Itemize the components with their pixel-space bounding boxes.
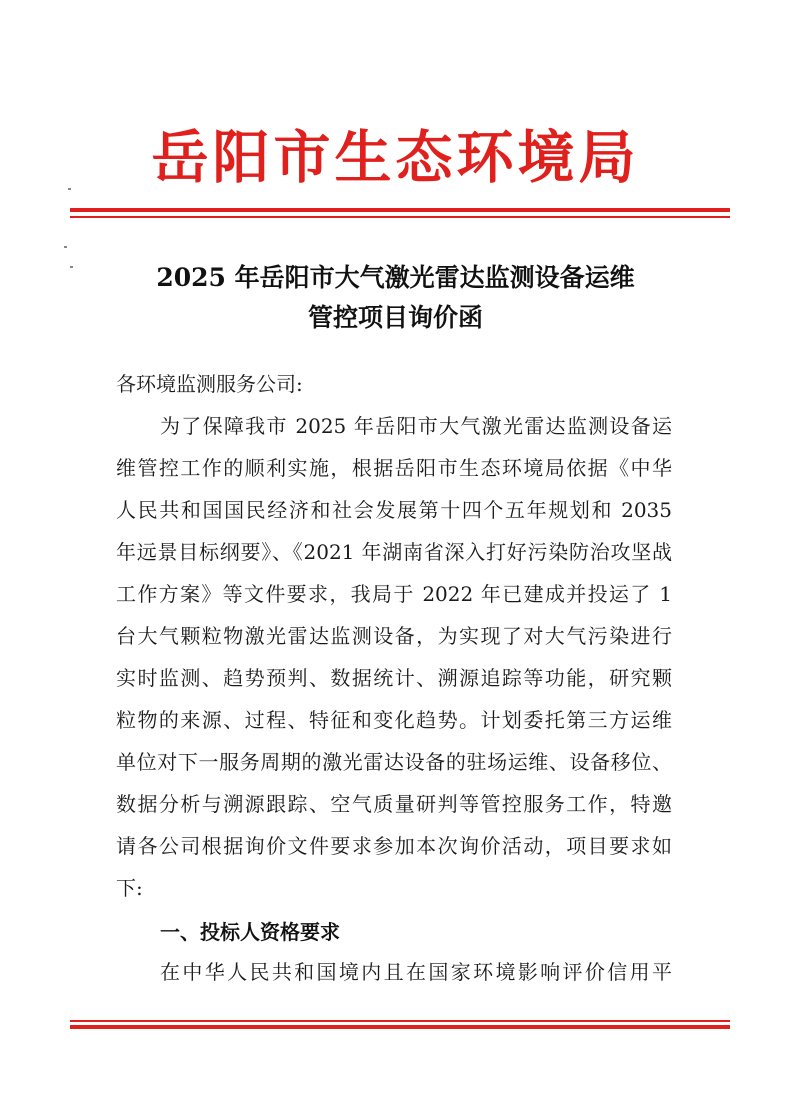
body-line: 实时监测、趋势预判、数据统计、溯源追踪等功能，研究颗 — [116, 666, 672, 690]
body-line: 维管控工作的顺利实施，根据岳阳市生态环境局依据《中华 — [116, 456, 672, 480]
salutation: 各环境监测服务公司: — [116, 372, 303, 396]
body-line: 数据分析与溯源跟踪、空气质量研判等管控服务工作，特邀 — [116, 792, 672, 816]
body-line: 为了保障我市 2025 年岳阳市大气激光雷达监测设备运 — [160, 414, 672, 438]
scan-speck — [64, 246, 67, 248]
letterhead-rule-thin — [70, 216, 730, 218]
document-title-line-2: 管控项目询价函 — [307, 303, 483, 332]
footer-rule-thin — [70, 1020, 730, 1022]
body-line: 请各公司根据询价文件要求参加本次询价活动，项目要求如 — [116, 834, 672, 858]
section-body-line: 在中华人民共和国境内且在国家环境影响评价信用平 — [160, 960, 672, 984]
body-line: 年远景目标纲要》、《2021 年湖南省深入打好污染防治攻坚战 — [116, 540, 672, 564]
body-line: 下: — [116, 876, 143, 900]
scan-speck — [68, 188, 71, 190]
body-line: 人民共和国国民经济和社会发展第十四个五年规划和 2035 — [116, 498, 672, 522]
letterhead-org-name: 岳阳市生态环境局 — [151, 124, 640, 191]
body-line: 工作方案》等文件要求，我局于 2022 年已建成并投运了 1 — [116, 582, 672, 606]
document-title-line-1: 2025 年岳阳市大气激光雷达监测设备运维 — [156, 263, 635, 292]
body-line: 单位对下一服务周期的激光雷达设备的驻场运维、设备移位、 — [116, 750, 672, 774]
body-line: 台大气颗粒物激光雷达监测设备，为实现了对大气污染进行 — [116, 624, 672, 648]
footer-rule-thick — [70, 1025, 730, 1029]
section-heading: 一、投标人资格要求 — [160, 920, 340, 944]
letterhead-rule-thick — [70, 208, 730, 212]
body-line: 粒物的来源、过程、特征和变化趋势。计划委托第三方运维 — [116, 708, 672, 732]
